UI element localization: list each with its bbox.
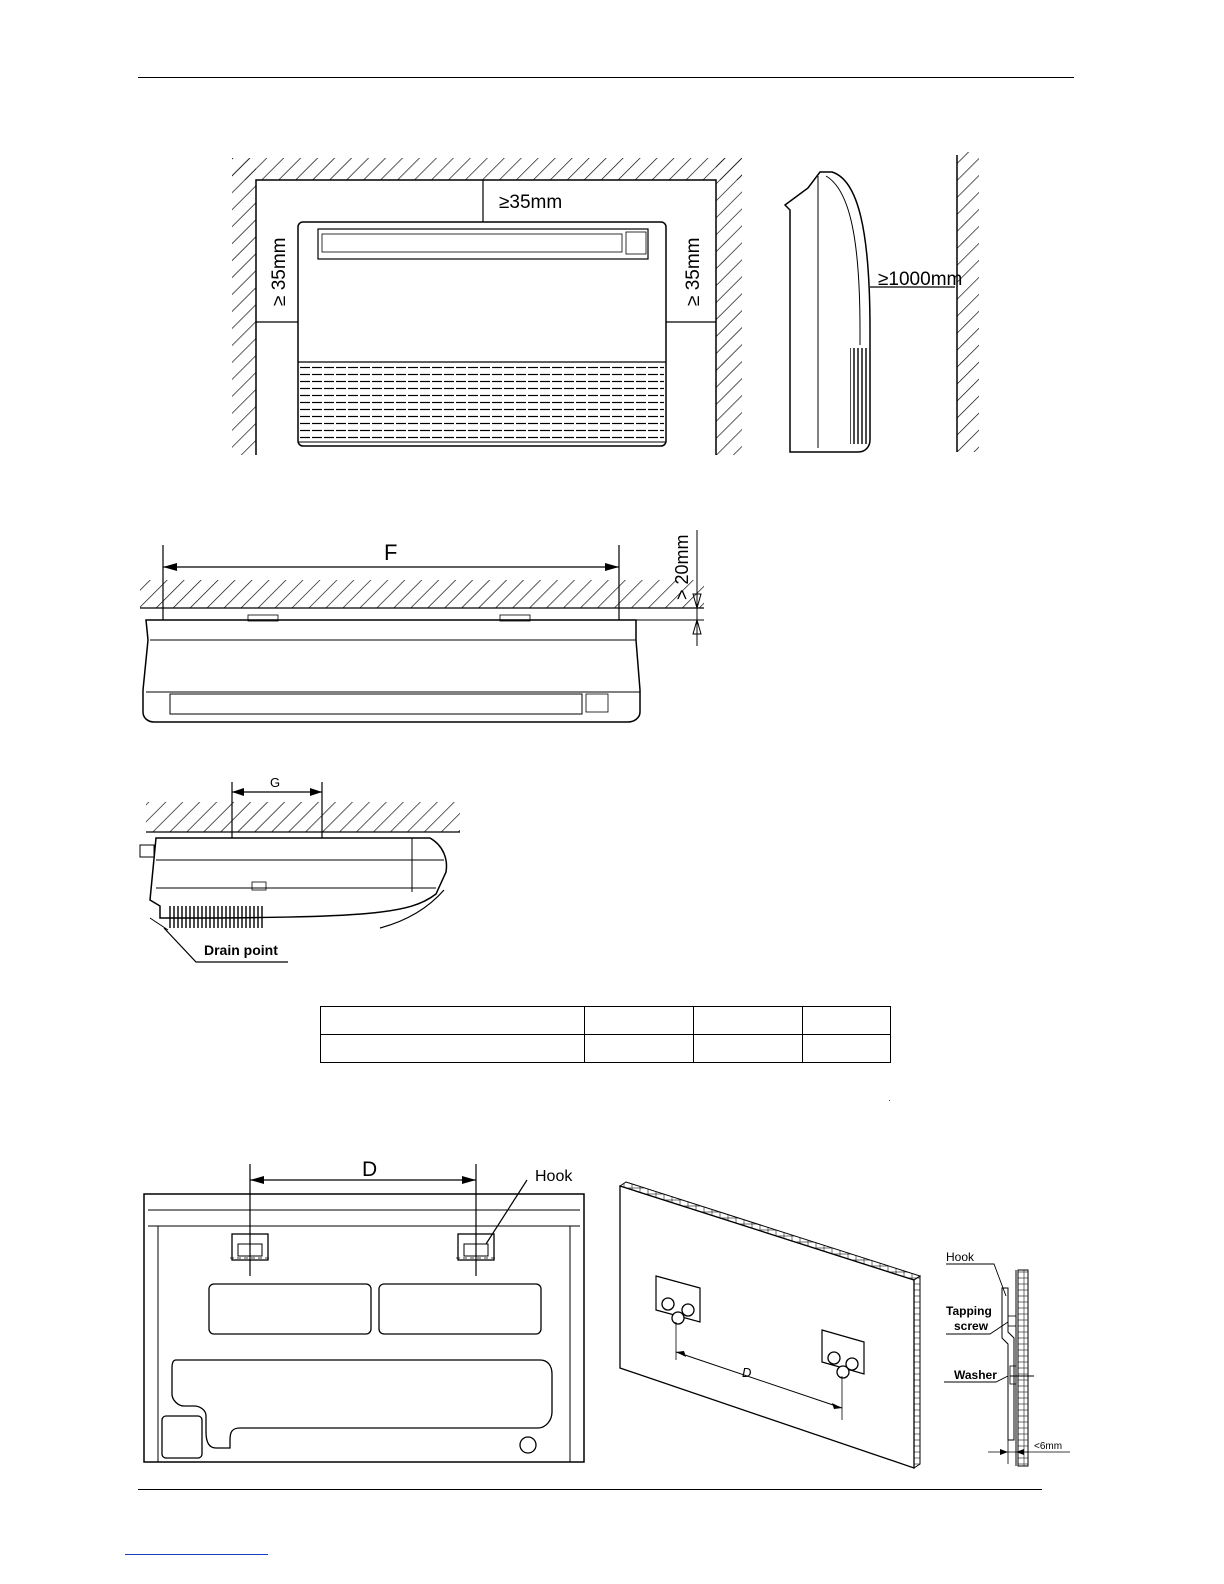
dimension-g-label: G	[270, 775, 281, 790]
gap-label: <6mm	[1034, 1441, 1063, 1452]
section-hook-label: Hook	[946, 1250, 975, 1264]
rear-panel-view	[144, 1164, 584, 1462]
table-cell	[585, 1035, 694, 1063]
tapping-label-line2: screw	[954, 1319, 989, 1333]
wall-mount-perspective	[620, 1182, 920, 1468]
table-cell	[694, 1035, 803, 1063]
ceiling-front-view	[140, 530, 704, 722]
footer-link-underline[interactable]	[125, 1554, 268, 1555]
wall-section-detail	[944, 1264, 1070, 1466]
dimension-table	[320, 1006, 891, 1063]
table-cell	[321, 1035, 585, 1063]
right-clearance-label: ≥ 35mm	[683, 237, 704, 306]
front-clearance-label: ≥1000mm	[878, 269, 963, 290]
ceiling-gap-label: > 20mm	[672, 534, 692, 600]
table-cell	[803, 1035, 891, 1063]
table-row	[321, 1007, 891, 1035]
ceiling-side-view	[140, 782, 460, 962]
drain-point-label: Drain point	[204, 942, 278, 958]
footer-rule	[138, 1489, 1042, 1490]
hook-label: Hook	[535, 1168, 573, 1185]
table-cell	[694, 1007, 803, 1035]
top-clearance-label: ≥35mm	[499, 192, 563, 213]
wall-dimension-d-label: D	[742, 1365, 752, 1380]
dimension-d-label: D	[362, 1158, 378, 1181]
table-cell	[803, 1007, 891, 1035]
stray-mark	[889, 1100, 890, 1101]
table-cell	[321, 1007, 585, 1035]
table-row	[321, 1035, 891, 1063]
clearance-side-view	[785, 152, 979, 452]
table-cell	[585, 1007, 694, 1035]
dimension-f-label: F	[384, 540, 398, 565]
washer-label: Washer	[954, 1368, 997, 1382]
tapping-label-line1: Tapping	[946, 1304, 992, 1318]
clearance-front-view	[232, 158, 742, 455]
left-clearance-label: ≥ 35mm	[269, 237, 290, 306]
